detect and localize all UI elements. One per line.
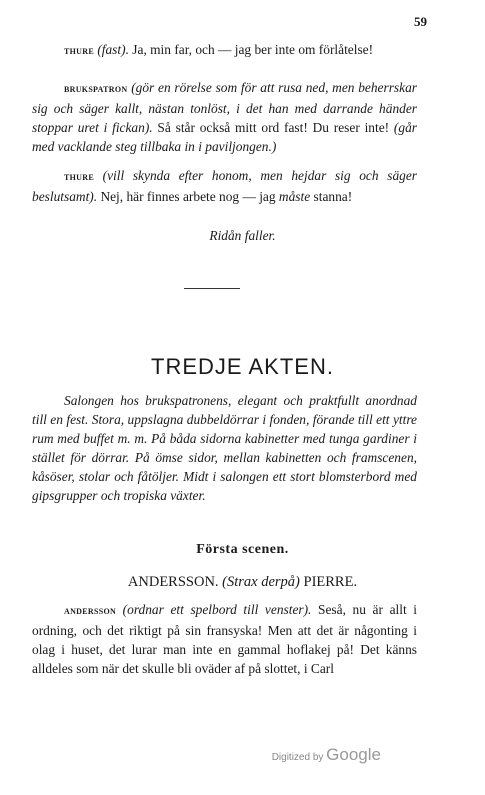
google-logo: Google xyxy=(326,745,381,764)
page-number: 59 xyxy=(414,14,427,29)
dialogue-andersson xyxy=(32,600,417,678)
speech-text: stanna! xyxy=(310,189,353,204)
emphasis-text: måste xyxy=(278,189,311,204)
watermark-prefix: Digitized by xyxy=(271,752,324,763)
speech-text: Nej, här finnes arbete nog — jag xyxy=(97,189,279,204)
stage-direction: (gör en rörelse som för att rusa ned, men beherrskar sig och säger kallt, nästan tonlöst, i det han med darrande händer stoppar uret i fickan). xyxy=(32,80,417,135)
speaker-name: andersson xyxy=(64,605,117,617)
dialogue-brukspatron xyxy=(32,78,417,156)
cast-line xyxy=(0,574,485,591)
setting-description: Salongen hos brukspatronens, elegant och praktfullt anordnad till en fest. Stora, uppslagna dubbeldörrar i fonden, förande till ett yttre rum med buffet m. m. På båda sidorna kabinetter med tunga gardiner i stället för dörrar. På ömse sidor, mellan kabinetten och framscenen, kåsöser, stolar och fåtöljer. Midt i salongen ett stort blomsterbord med gipsgrupper och tropiska växter. xyxy=(32,393,417,503)
curtain-direction: Ridån faller. xyxy=(209,228,276,243)
cast-name: ANDERSSON. xyxy=(127,574,219,590)
speech-text: Så står också mitt ord fast! Du reser inte! xyxy=(152,120,390,135)
speaker-name: thure xyxy=(64,171,94,183)
dialogue-thure-2 xyxy=(32,166,417,206)
speaker-name: brukspatron xyxy=(64,83,128,95)
digitized-watermark xyxy=(272,745,381,765)
cast-name: PIERRE. xyxy=(303,574,358,590)
stage-direction: (går med vacklande steg tillbaka in i paviljongen.) xyxy=(32,120,417,154)
stage-direction: (vill skynda efter honom, men hejdar sig och säger beslutsamt). xyxy=(32,168,417,204)
section-divider xyxy=(184,288,240,289)
dialogue-thure-1 xyxy=(32,40,417,61)
scene-title: Första scenen. xyxy=(196,542,289,557)
cast-direction: (Strax derpå) xyxy=(222,574,300,590)
stage-direction: (fast). xyxy=(97,42,129,57)
act-title: TREDJE AKTEN. xyxy=(151,354,334,379)
speech-text: Seså, nu är allt i ordning, och det riktigt på sin fransyska! Men att det är någonting i olag i huset, det lurar man inte en gammal hoflakej på! Det känns alldeles som när det skulle bli oväder af på slottet, i Carl xyxy=(32,602,418,676)
speech-text: Ja, min far, och — jag ber inte om förlåtelse! xyxy=(128,42,374,57)
stage-direction: (ordnar ett spelbord till venster). xyxy=(122,602,312,617)
speaker-name: thure xyxy=(64,45,94,57)
